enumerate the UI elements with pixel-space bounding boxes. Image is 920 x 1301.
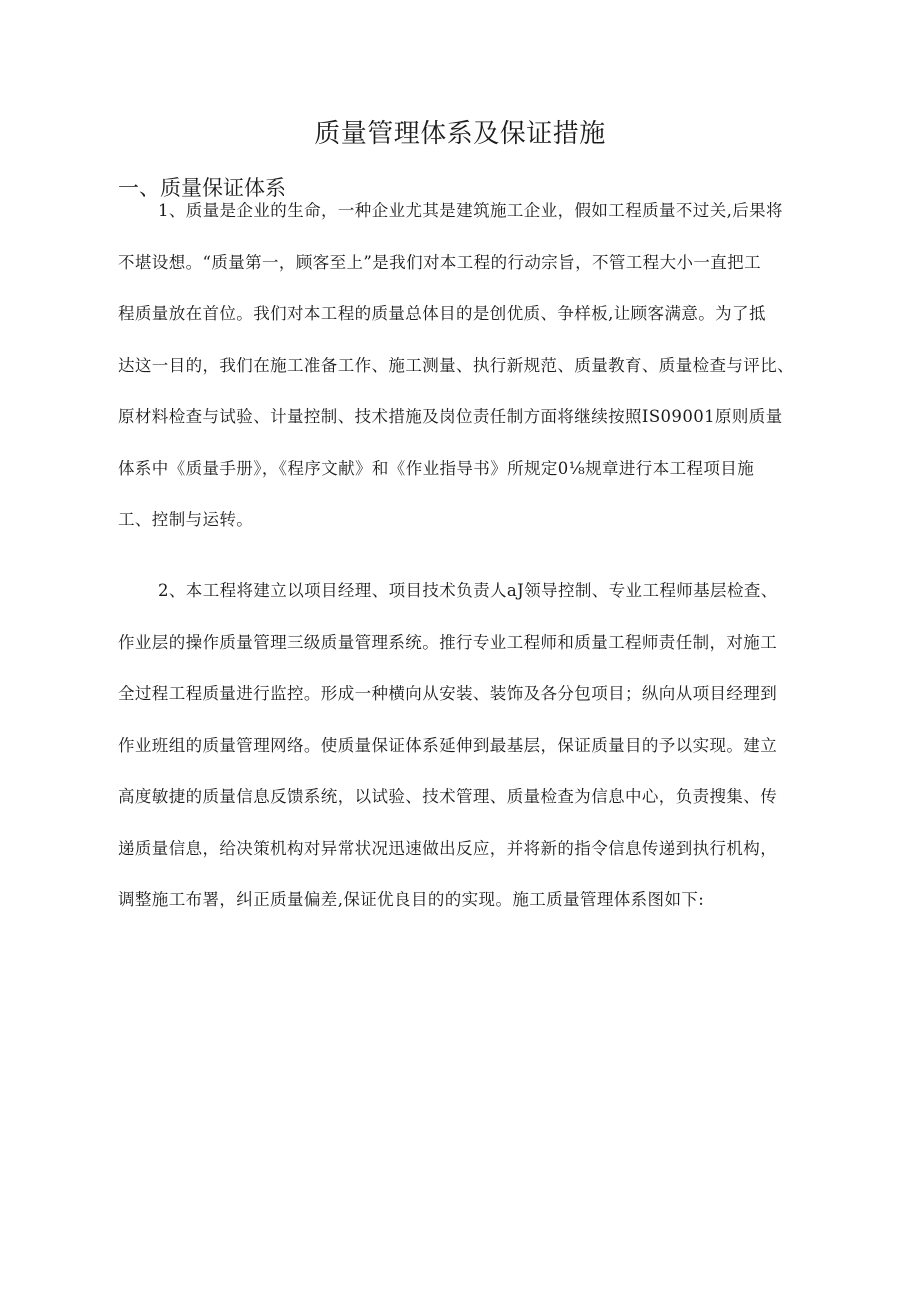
paragraph-line: 不堪设想。“质量第一，顾客至上”是我们对本工程的行动宗旨，不管工程大小一直把工 [118, 252, 761, 272]
paragraph-line: 作业层的操作质量管理三级质量管理系统。推行专业工程师和质量工程师责任制，对施工 [118, 632, 778, 652]
paragraph-line: 原材料检查与试验、计量控制、技术措施及岗位责任制方面将继续按照IS09001原则质量 [118, 407, 783, 426]
paragraph-line: 调整施工布署，纠正质量偏差,保证优良目的的实现。施工质量管理体系图如下: [118, 890, 705, 909]
paragraph-line: 2、本工程将建立以项目经理、项目技术负责人aJ领导控制、专业工程师基层检查、 [158, 581, 778, 600]
paragraph-2 [118, 565, 804, 926]
paragraph-line: 体系中《质量手册》，《程序文献》和《作业指导书》所规定0⅛规章进行本工程项目施 [118, 458, 755, 478]
paragraph-line: 作业班组的质量管理网络。使质量保证体系延伸到最基层，保证质量目的予以实现。建立 [118, 735, 778, 755]
paragraph-line: 达这一目的，我们在施工准备工作、施工测量、执行新规范、质量教育、质量检查与评比、 [118, 355, 794, 375]
paragraph-1 [118, 185, 804, 546]
paragraph-line: 递质量信息，给决策机构对异常状况迅速做出反应，并将新的指令信息传递到执行机构， [118, 838, 778, 858]
paragraph-line: 程质量放在首位。我们对本工程的质量总体目的是创优质、争样板,让顾客满意。为了抵 [118, 304, 766, 323]
paragraph-line: 全过程工程质量进行监控。形成一种横向从安装、装饰及各分包项目；纵向从项目经理到 [118, 684, 778, 703]
document-title: 质量管理体系及保证措施 [314, 119, 606, 149]
section-heading: 一、质量保证体系 [118, 176, 286, 200]
paragraph-line: 1、质量是企业的生命，一种企业尤其是建筑施工企业，假如工程质量不过关,后果将 [158, 201, 783, 220]
paragraph-line: 工、控制与运转。 [118, 510, 254, 529]
paragraph-line: 高度敏捷的质量信息反馈系统，以试验、技术管理、质量检查为信息中心，负责搜集、传 [118, 787, 778, 806]
